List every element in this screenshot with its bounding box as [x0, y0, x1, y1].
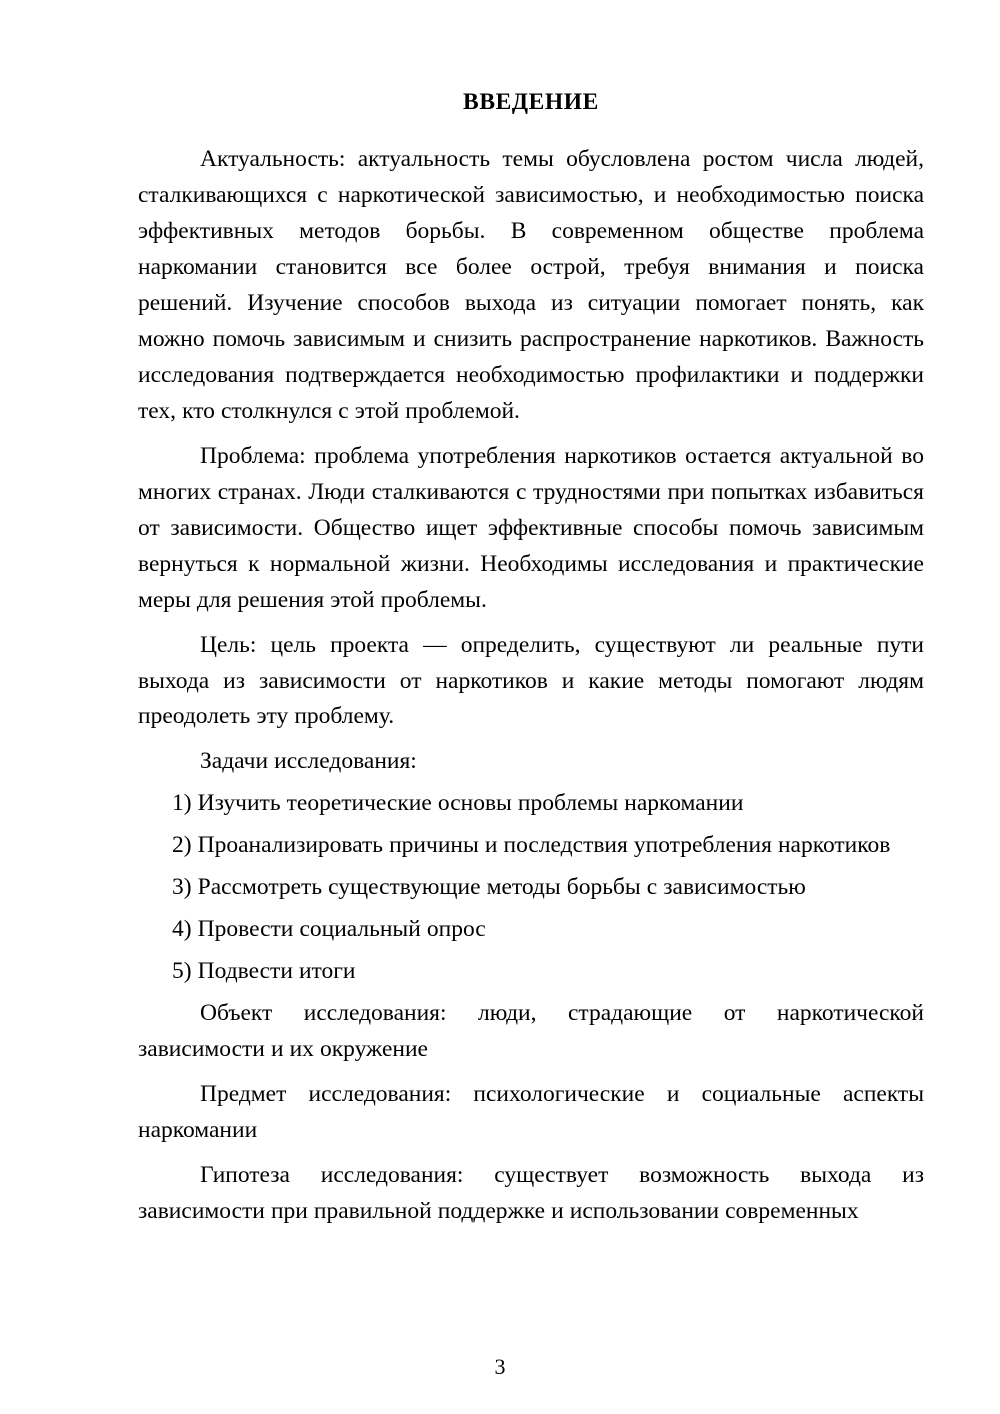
page-title: ВВЕДЕНИЕ [463, 89, 599, 115]
tasks-heading: Задачи исследования: [200, 748, 417, 775]
paragraph-relevance: Актуальность: актуальность темы обусловлена ростом числа людей, сталкивающихся с наркотической зависимостью, и необходимостью поиска эффективных методов борьбы. В современном обществе проблема наркомании становится все более острой, требуя внимания и поиска решений. Изучение способов выхода из ситуации помогает понять, как можно помочь зависимым и снизить распространение наркотиков. Важность исследования подтверждается необходимостью профилактики и поддержки тех, кто столкнулся с этой проблемой. [138, 146, 924, 424]
task-item-4: 4) Провести социальный опрос [172, 916, 486, 943]
paragraph-goal: Цель: цель проекта — определить, существуют ли реальные пути выхода из зависимости от наркотиков и какие методы помогают людям преодолеть эту проблему. [138, 631, 924, 730]
paragraph-problem: Проблема: проблема употребления наркотиков остается актуальной во многих странах. Люди сталкиваются с трудностями при попытках избавиться от зависимости. Общество ищет эффективные способы помочь зависимым вернуться к нормальной жизни. Необходимы исследования и практические меры для решения этой проблемы. [138, 442, 924, 613]
task-item-2: 2) Проанализировать причины и последствия употребления наркотиков [172, 832, 891, 859]
paragraph-object: Объект исследования: люди, страдающие от наркотической зависимости и их окружение [138, 1000, 924, 1063]
task-item-3: 3) Рассмотреть существующие методы борьбы с зависимостью [172, 874, 806, 901]
task-item-1: 1) Изучить теоретические основы проблемы наркомании [172, 790, 744, 817]
task-item-5: 5) Подвести итоги [172, 958, 356, 985]
paragraph-subject: Предмет исследования: психологические и социальные аспекты наркомании [138, 1081, 924, 1144]
paragraph-hypothesis: Гипотеза исследования: существует возможность выхода из зависимости при правильной поддержке и использовании современных [138, 1161, 924, 1224]
page-number: 3 [494, 1354, 506, 1379]
